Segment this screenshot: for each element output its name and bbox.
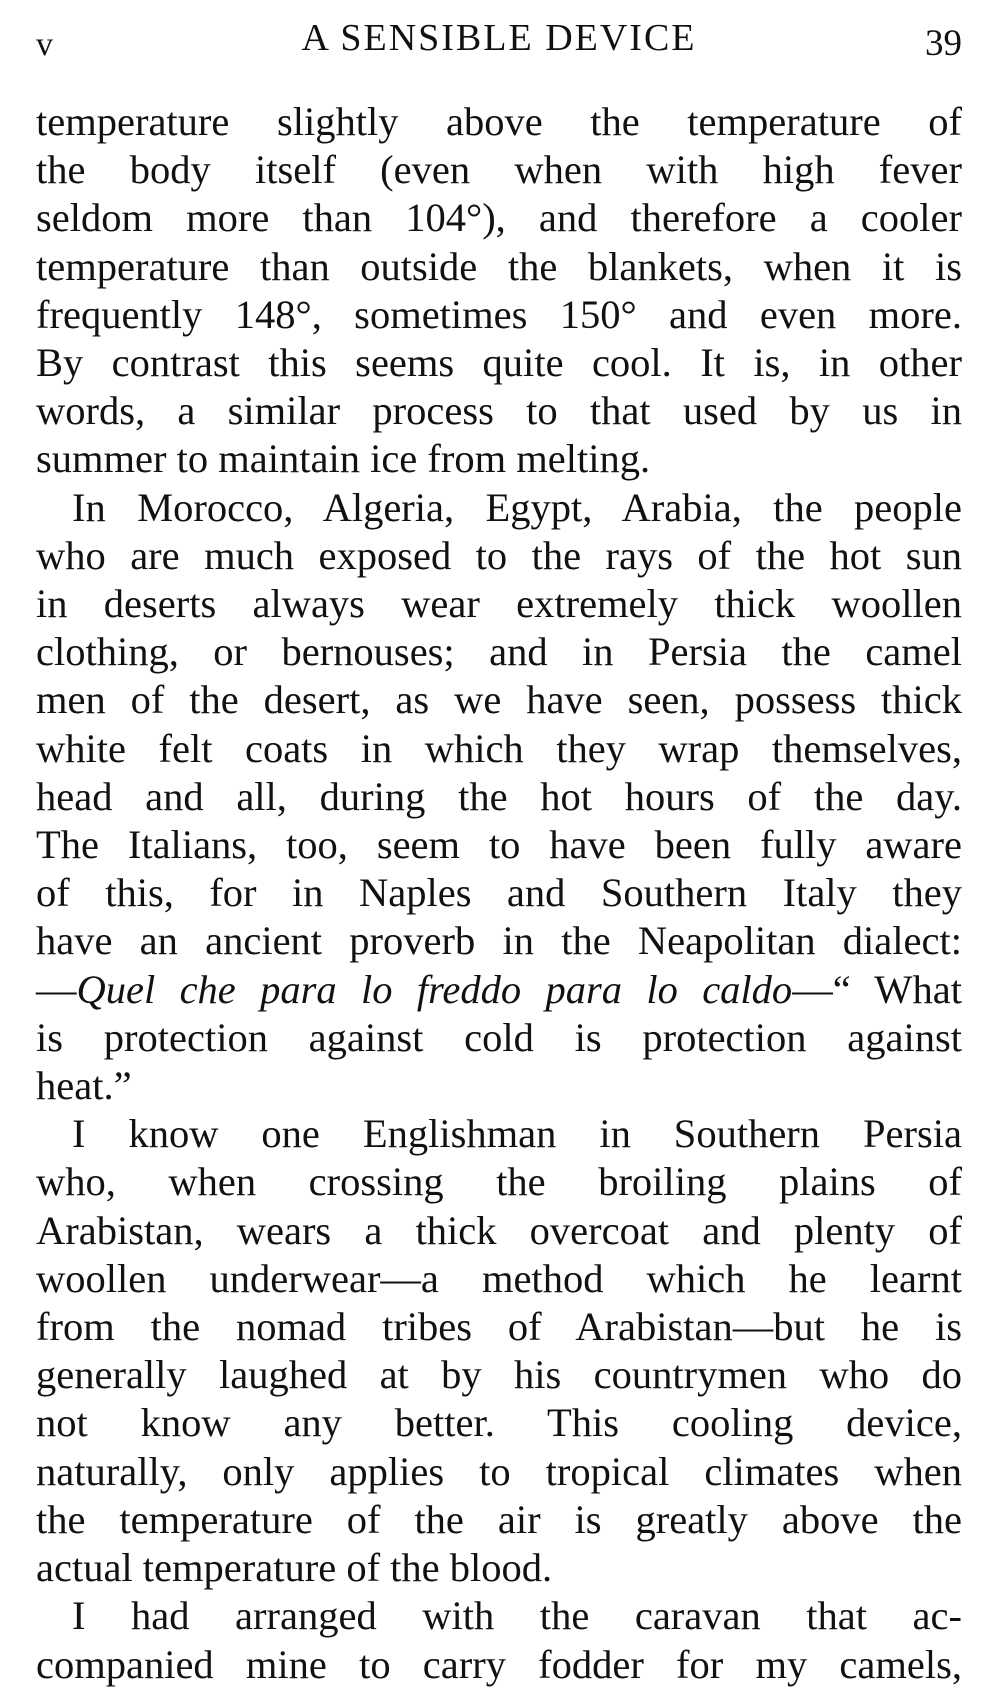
- text-line: summer to maintain ice from melting.: [36, 436, 651, 482]
- paragraph-4: [36, 1592, 962, 1688]
- text-line: who are much exposed to the rays of the hot sun: [36, 532, 962, 578]
- text-line: have an ancient proverb in the Neapolitan dialect:: [36, 918, 962, 964]
- text-line: frequently 148°, sometimes 150° and even more.: [36, 291, 962, 337]
- text-line: Arabistan, wears a thick overcoat and plenty of: [36, 1207, 962, 1253]
- body-text: [36, 98, 962, 1689]
- text-line: temperature slightly above the temperature of: [36, 99, 962, 144]
- proverb-italic: Quel che para lo freddo para lo caldo: [76, 966, 793, 1012]
- text-line: companied mine to carry fodder for my camels,: [36, 1641, 962, 1687]
- text-line: I know one Englishman in Southern Persia: [72, 1111, 962, 1157]
- text-line: white felt coats in which they wrap themselves,: [36, 725, 962, 771]
- text-line: from the nomad tribes of Arabistan—but he is: [36, 1304, 962, 1350]
- text-line: In Morocco, Algeria, Egypt, Arabia, the people: [72, 484, 962, 530]
- paragraph-1: [36, 98, 962, 484]
- text-line: who, when crossing the broiling plains of: [36, 1159, 962, 1205]
- text-line: words, a similar process to that used by us in: [36, 388, 962, 434]
- proverb-line: [36, 966, 962, 1014]
- text-line: the temperature of the air is greatly above the: [36, 1496, 962, 1542]
- text-line: is protection against cold is protection against: [36, 1014, 962, 1060]
- chapter-number: v: [36, 26, 54, 63]
- text-line: naturally, only applies to tropical climates when: [36, 1448, 962, 1494]
- proverb-prefix: —: [36, 966, 77, 1012]
- text-line: actual temperature of the blood.: [36, 1545, 553, 1591]
- text-line: men of the desert, as we have seen, possess thick: [36, 677, 962, 723]
- running-title: A SENSIBLE DEVICE: [301, 17, 697, 59]
- text-line: The Italians, too, seem to have been fully aware: [36, 822, 962, 868]
- text-line: not know any better. This cooling device,: [36, 1400, 962, 1446]
- proverb-suffix: —“ What: [792, 966, 962, 1012]
- page-number: 39: [925, 23, 962, 64]
- text-line: in deserts always wear extremely thick woollen: [36, 581, 962, 627]
- text-line: clothing, or bernouses; and in Persia the camel: [36, 629, 962, 675]
- text-line: heat.”: [36, 1063, 132, 1109]
- running-head: [36, 0, 962, 100]
- text-line: temperature than outside the blankets, when it is: [36, 243, 962, 289]
- text-line: the body itself (even when with high fever: [36, 147, 962, 193]
- text-line: By contrast this seems quite cool. It is, in other: [36, 340, 962, 386]
- text-line: generally laughed at by his countrymen who do: [36, 1352, 962, 1398]
- text-line: head and all, during the hot hours of the day.: [36, 773, 962, 819]
- text-line: woollen underwear—a method which he learnt: [36, 1255, 962, 1301]
- book-page: [36, 0, 962, 1708]
- paragraph-2: [36, 484, 962, 1111]
- text-line: of this, for in Naples and Southern Italy they: [36, 870, 962, 916]
- text-line: seldom more than 104°), and therefore a cooler: [36, 195, 962, 241]
- paragraph-3: [36, 1110, 962, 1592]
- text-line: I had arranged with the caravan that ac-: [72, 1593, 962, 1639]
